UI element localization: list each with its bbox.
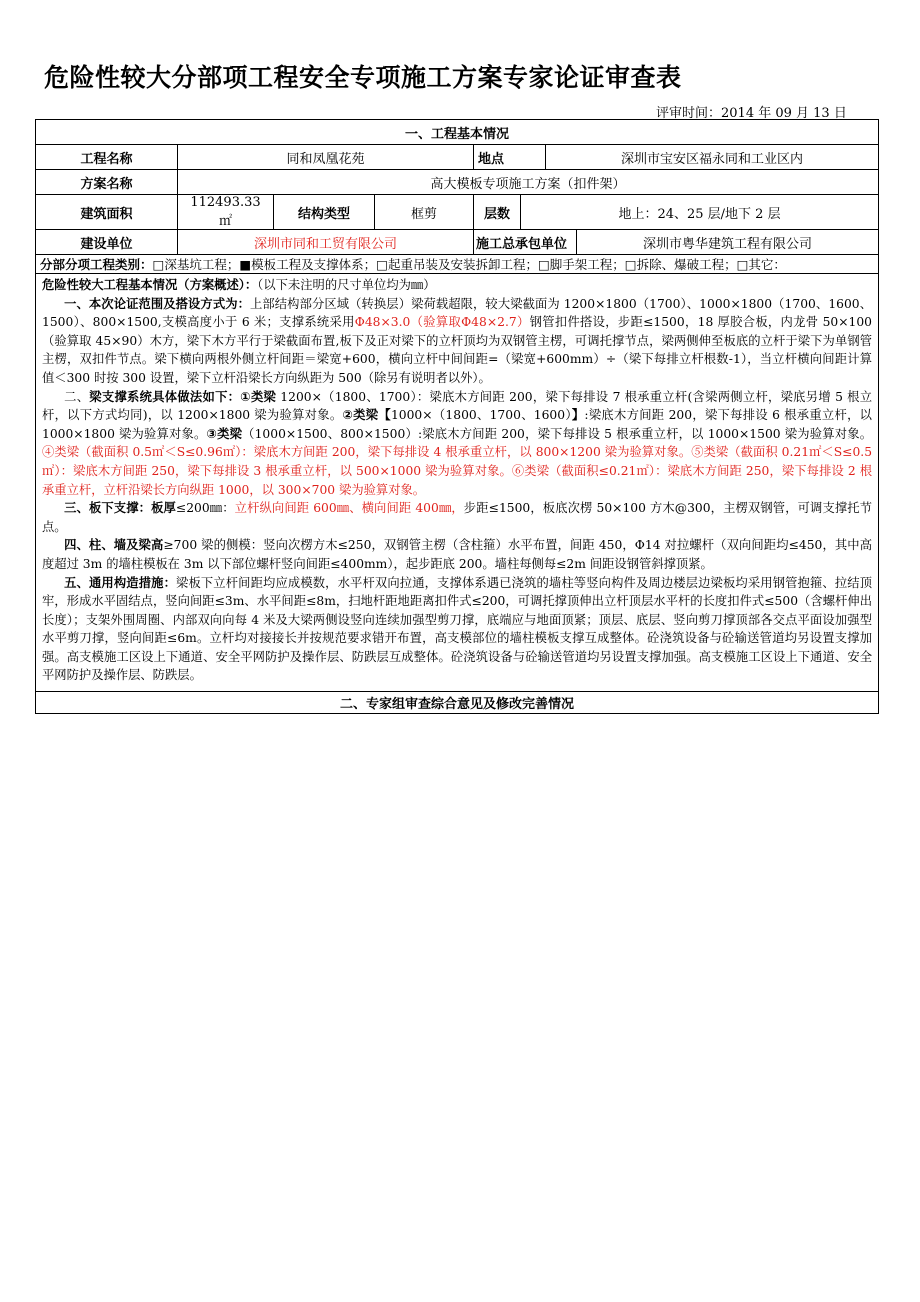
floors-value: 地上：24、25 层/地下 2 层	[521, 195, 879, 230]
floors-label: 层数	[474, 195, 521, 230]
project-name-label: 工程名称	[36, 145, 178, 170]
project-name-value: 同和凤凰花苑	[178, 145, 474, 170]
section2-header: 二、专家组审查综合意见及修改完善情况	[36, 692, 879, 714]
contractor-label: 施工总承包单位	[474, 230, 577, 255]
overview-para-1: 一、本次论证范围及搭设方式为：上部结构部分区域（转换层）梁荷载超限，较大梁截面为 1200×1800（1700）、1000×1800（1700、1600、1500）、800×1500,支模高度小于 6 米；支撑系统采用Φ48×3.0（验算取Φ48×2.7）钢管扣件搭设，步距≤1500，18 厚胶合板，内龙骨 50×100（验算取 45×90）木方，梁下木方平行于梁截面布置,板下及正对梁下的立杆顶均为双钢管主楞，可调托撑节点，梁两侧伸至板底的立杆于梁下为单钢管主楞，双扣件节点。梁下横向两根外侧立杆间距＝梁宽+600，横向立杆中间间距=（梁宽+600mm）÷（梁下每排立杆根数-1），当立杆横向间距计算值＜300 时按 300 设置，梁下立杆沿梁长方向纵距为 500（除另有说明者以外）。	[42, 296, 873, 385]
plan-name-label: 方案名称	[36, 170, 178, 195]
structure-label: 结构类型	[274, 195, 375, 230]
category-hoisting: □起重吊装及安装拆卸工程；	[376, 257, 538, 272]
category-formwork: ■模板工程及支撑体系；	[239, 257, 377, 272]
contractor-value: 深圳市粤华建筑工程有限公司	[577, 230, 879, 255]
location-value: 深圳市宝安区福永同和工业区内	[546, 145, 879, 170]
owner-value: 深圳市同和工贸有限公司	[178, 230, 474, 255]
overview-para-2: 二、梁支撑系统具体做法如下：①类梁 1200×（1800、1700）：梁底木方间距 200，梁下每排设 7 根承重立杆(含梁两侧立杆，梁底另增 5 根立杆，以下方式均同)，以 1200×1800 梁为验算对象。②类梁【1000×（1800、1700、1600）】:梁底木方间距 200，梁下每排设 6 根承重立杆，以 1000×1800 梁为验算对象。③类梁（1000×1500、800×1500）:梁底木方间距 200，梁下每排设 5 根承重立杆，以 1000×1500 梁为验算对象。④类梁（截面积 0.5㎡＜S≤0.96㎡）：梁底木方间距 200，梁下每排设 4 根承重立杆，以 800×1200 梁为验算对象。⑤类梁（截面积 0.21㎡＜S≤0.5㎡）：梁底木方间距 250，梁下每排设 3 根承重立杆，以 500×1000 梁为验算对象。⑥类梁（截面积≤0.21㎡）：梁底木方间距 250，梁下每排设 2 根承重立杆，立杆沿梁长方向纵距 1000，以 300×700 梁为验算对象。	[42, 389, 873, 497]
category-label: 分部分项工程类别：	[40, 257, 153, 272]
overview-para-5: 五、通用构造措施：梁板下立杆间距均应成模数，水平杆双向拉通，支撑体系遇已浇筑的墙柱等竖向构件及周边楼层边梁板均采用钢管抱箍、拉结顶牢，形成水平固结点，竖向间距≤3m、水平间距≤8m，扫地杆距地距离扣件式≤200，可调托撑顶伸出立杆顶层水平杆的长度扣件式≤500（含螺杆伸出长度）；支架外围周圈、内部双向向每 4 米及大梁两侧设竖向连续加强型剪刀撑，底端应与地面顶紧；顶层、底层、竖向剪刀撑顶部各交点平面设加强型水平剪刀撑，竖向间距≤6m。立杆均对接接长并按规范要求错开布置，高支模部位的墙柱模板支撑互成整体。砼浇筑设备与砼输送管道均另设置支撑加强。高支模施工区设上下通道、安全平网防护及操作层、防跌层互成整体。砼浇筑设备与砼输送管道均另设置支撑加强。高支模施工区设上下通道、安全平网防护及操作层、防跌层。	[42, 575, 873, 683]
owner-label: 建设单位	[36, 230, 178, 255]
section1-header: 一、工程基本情况	[36, 120, 879, 145]
overview-heading: 危险性较大工程基本情况（方案概述）：（以下未注明的尺寸单位均为㎜）	[42, 278, 436, 292]
review-date: 评审时间：2014 年 09 月 13 日	[656, 106, 847, 121]
plan-overview	[36, 274, 879, 692]
category-other: □其它：	[736, 257, 786, 272]
area-value: 112493.33 ㎡	[178, 195, 274, 230]
plan-name-value: 高大模板专项施工方案（扣件架）	[178, 170, 879, 195]
category-row	[36, 255, 879, 274]
category-scaffold: □脚手架工程；	[537, 257, 625, 272]
review-table	[35, 119, 879, 714]
location-label: 地点	[474, 145, 546, 170]
category-deep-pit: □深基坑工程；	[152, 257, 240, 272]
document-title: 危险性较大分部项工程安全专项施工方案专家论证审查表	[44, 63, 682, 92]
overview-para-3: 三、板下支撑：板厚≤200㎜：立杆纵向间距 600㎜、横向间距 400㎜，步距≤1500，板底次楞 50×100 方木@300，主楞双钢管，可调支撑托节点。	[42, 501, 873, 534]
area-label: 建筑面积	[36, 195, 178, 230]
structure-value: 框剪	[375, 195, 474, 230]
category-demolition: □拆除、爆破工程；	[624, 257, 737, 272]
overview-para-4: 四、柱、墙及梁高≥700 梁的侧模：竖向次楞方木≤250，双钢管主楞（含柱箍）水平布置，间距 450，Φ14 对拉螺杆（双向间距均≤450，其中高度超过 3m 的墙柱模板在 3m 以下部位螺杆竖向间距≤400mm），起步距底 200。墙柱每侧每≤2m 间距设钢管斜撑顶紧。	[42, 538, 872, 571]
